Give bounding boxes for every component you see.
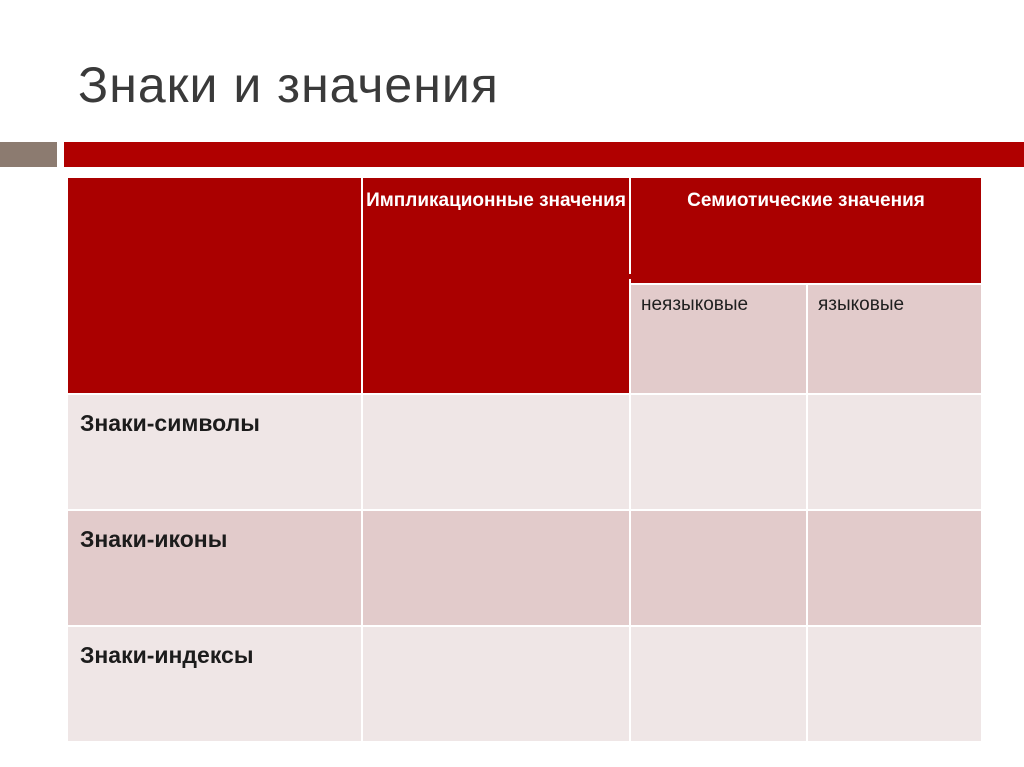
table-corner-cell [67,177,362,394]
table-cell [630,394,807,510]
table-row [67,394,982,510]
subheader-nonlinguistic-label: неязыковые [641,294,749,315]
signs-meanings-table [66,176,983,743]
table-row [67,510,982,626]
subheader-linguistic [807,284,982,394]
table-cell [807,510,982,626]
row-label-icons: Знаки-иконы [67,510,362,626]
header-divider-line [628,274,981,279]
table-cell [630,626,807,742]
subheader-linguistic-label: языковые [818,294,905,315]
page-title: Знаки и значения [78,57,499,113]
table-cell [362,510,630,626]
row-label-indexes: Знаки-индексы [67,626,362,742]
table-cell [362,626,630,742]
table-cell [630,510,807,626]
decorative-bar-accent [64,142,1024,167]
table-cell [807,394,982,510]
row-label-symbols: Знаки-символы [67,394,362,510]
decorative-bar-left [0,142,57,167]
table-cell [362,394,630,510]
header-semiotic [630,177,982,284]
table-row [67,626,982,742]
header-semiotic-label: Семиотические значения [687,190,925,211]
header-implication [362,177,630,394]
header-implication-label: Импликационные значения [366,190,626,211]
subheader-nonlinguistic [630,284,807,394]
table-cell [807,626,982,742]
